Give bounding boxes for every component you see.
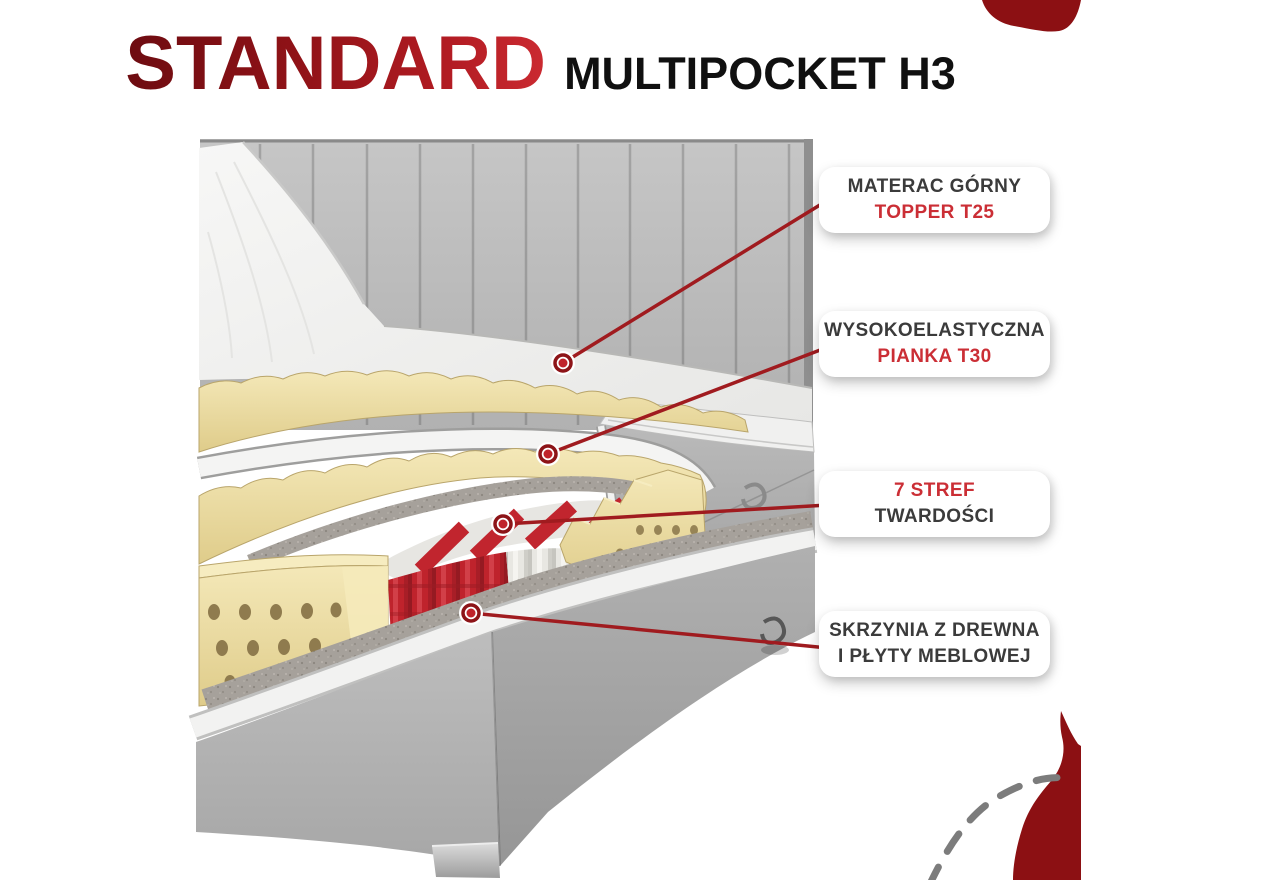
- callout-zones: [819, 471, 1050, 537]
- callout-topper: [819, 167, 1050, 233]
- bottom-right-blob: [1013, 711, 1081, 880]
- callout-box-line1: SKRZYNIA Z DREWNA: [829, 620, 1040, 642]
- callout-box: [819, 611, 1050, 677]
- page-title: [0, 21, 1081, 106]
- callout-zones-line1: 7 STREF: [894, 480, 975, 502]
- callout-foam: [819, 311, 1050, 377]
- callout-foam-line2: PIANKA T30: [877, 346, 992, 367]
- marker-foam: [536, 442, 560, 466]
- callout-topper-line1: MATERAC GÓRNY: [847, 176, 1022, 198]
- callout-zones-line2: TWARDOŚCI: [874, 506, 995, 527]
- callout-foam-line1: WYSOKOELASTYCZNA: [824, 320, 1045, 342]
- title-secondary: MULTIPOCKET H3: [564, 48, 956, 99]
- marker-springs: [491, 512, 515, 536]
- box-foot-front: [432, 843, 500, 878]
- callout-box-line2: I PŁYTY MEBLOWEJ: [838, 646, 1031, 667]
- marker-box: [459, 601, 483, 625]
- callout-topper-line2: TOPPER T25: [874, 202, 995, 223]
- marker-topper: [551, 351, 575, 375]
- title-primary: STANDARD: [125, 21, 547, 106]
